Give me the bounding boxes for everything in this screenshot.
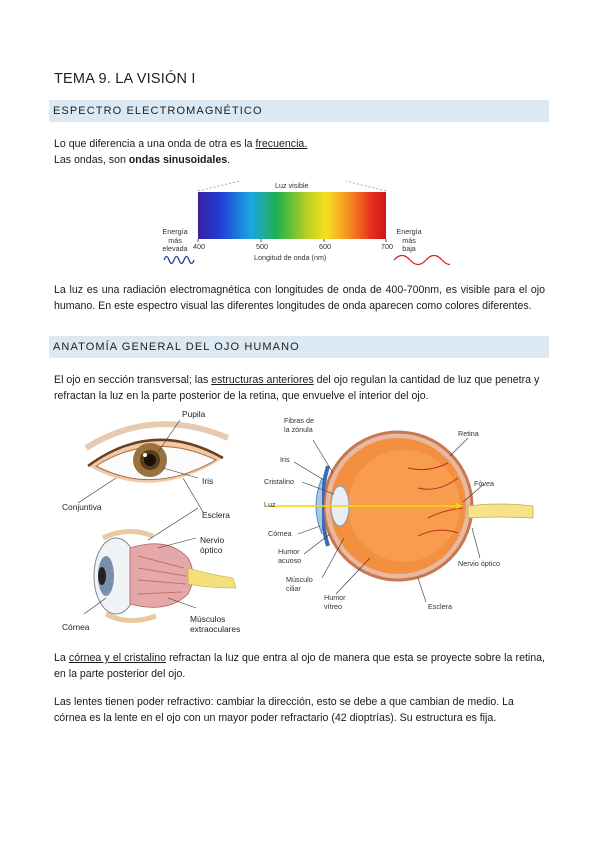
label-pupila: Pupila [182,409,206,419]
label-line: Músculo [286,575,313,584]
paragraph-refractive-power: Las lentes tienen poder refractivo: cambiar la dirección, esto se debe a que cambian de medio. La córnea es la lente en el ojo con un mayor poder refractario (42 dioptrías). Su estructura es fija. [54,696,514,724]
label-line: ciliar [286,583,301,593]
label-cornea: Córnea [62,622,90,632]
paragraph-frequency [54,136,545,168]
underlined-term-anterior: estructuras anteriores [211,374,314,386]
page-title: TEMA 9. LA VISIÓN I [54,71,196,87]
label-line: extraoculares [190,624,241,634]
label-line: más [168,235,182,245]
label-fovea: Fóvea [474,479,494,488]
label-humor-vitreo [324,594,346,611]
label-line: Humor [324,593,346,602]
spectrum-top-label: Luz visible [275,181,309,190]
eye-external-graphic [58,408,258,643]
paragraph-eye-section [54,372,545,404]
label-line: óptico [200,545,223,555]
tick-label-700: 700 [381,242,393,251]
text-span: refractan la luz que entra al ojo de manera que esta se proyecte sobre la retina, en la parte posterior del ojo. [54,652,545,680]
eye-external-figure [58,408,258,643]
paragraph-light-radiation: La luz es una radiación electromagnética con longitudes de onda de 400-700nm, es visible para el ojo humano. En este espectro visual las diferentes longitudes de onda aparecen como colores diferentes. [54,284,545,312]
label-fibras-zonula [284,417,314,434]
tick-label-500: 500 [256,242,268,251]
label-cristalino: Cristalino [264,477,294,486]
label-line: elevada [162,244,188,253]
short-wave-icon [164,257,194,264]
label-line: vítreo [324,601,342,611]
label-line: Humor [278,547,300,556]
label-retina: Retina [458,429,479,438]
eye-cross-section-figure [258,418,548,618]
label-line: Energía [162,227,188,236]
tick-label-600: 600 [319,242,331,251]
text-span: Lo que diferencia a una onda de otra es la [54,138,256,150]
underlined-term-frequency: frecuencia. [255,138,308,150]
label-esclera-section: Esclera [428,602,452,611]
label-line: acuoso [278,555,302,565]
text-span: El ojo en sección transversal; las [54,374,212,386]
label-line: Fibras de [284,416,314,425]
label-line: Energía [396,227,422,236]
label-line: Músculos [190,614,226,624]
label-iris: Iris [202,476,214,486]
label-musculos-extraoculares [190,614,240,634]
label-esclera: Esclera [202,510,230,520]
bold-term-sinusoidal: ondas sinusoidales [128,154,228,166]
label-cornea-section: Córnea [268,529,292,538]
tick-label-400: 400 [193,242,205,251]
text-span: . [227,154,231,166]
left-energy-label [160,228,190,254]
text-span: La [54,652,69,664]
label-line: baja [402,244,416,253]
section-header-anatomy: ANATOMÍA GENERAL DEL OJO HUMANO [49,336,549,358]
visible-spectrum-bar [198,192,386,239]
label-musculo-ciliar [286,576,313,593]
label-conjuntiva: Conjuntiva [62,502,102,512]
spectrum-axis-label: Longitud de onda (nm) [254,253,327,262]
label-iris-section: Iris [280,455,290,464]
text-span: del ojo regulan la cantidad de luz que penetra y refractan la luz en la parte posterior de la retina, que envuelve el interior del ojo. [54,374,540,402]
underlined-term-cornea-lens: córnea y el cristalino [68,652,166,664]
label-line: Nervio [200,535,225,545]
label-nervio-optico-section: Nervio óptico [458,559,500,568]
label-luz: Luz [264,500,276,509]
section-header-spectrum: ESPECTRO ELECTROMAGNÉTICO [49,100,549,122]
label-line: más [402,235,416,245]
long-wave-icon [394,256,450,265]
label-nervio-optico [200,535,224,555]
paragraph-cornea-lens [54,650,545,682]
label-line: la zónula [284,424,313,434]
label-humor-acuoso [278,548,301,565]
right-energy-label [394,228,424,254]
text-span: Las ondas, son [54,154,129,166]
spectrum-figure [150,178,450,268]
